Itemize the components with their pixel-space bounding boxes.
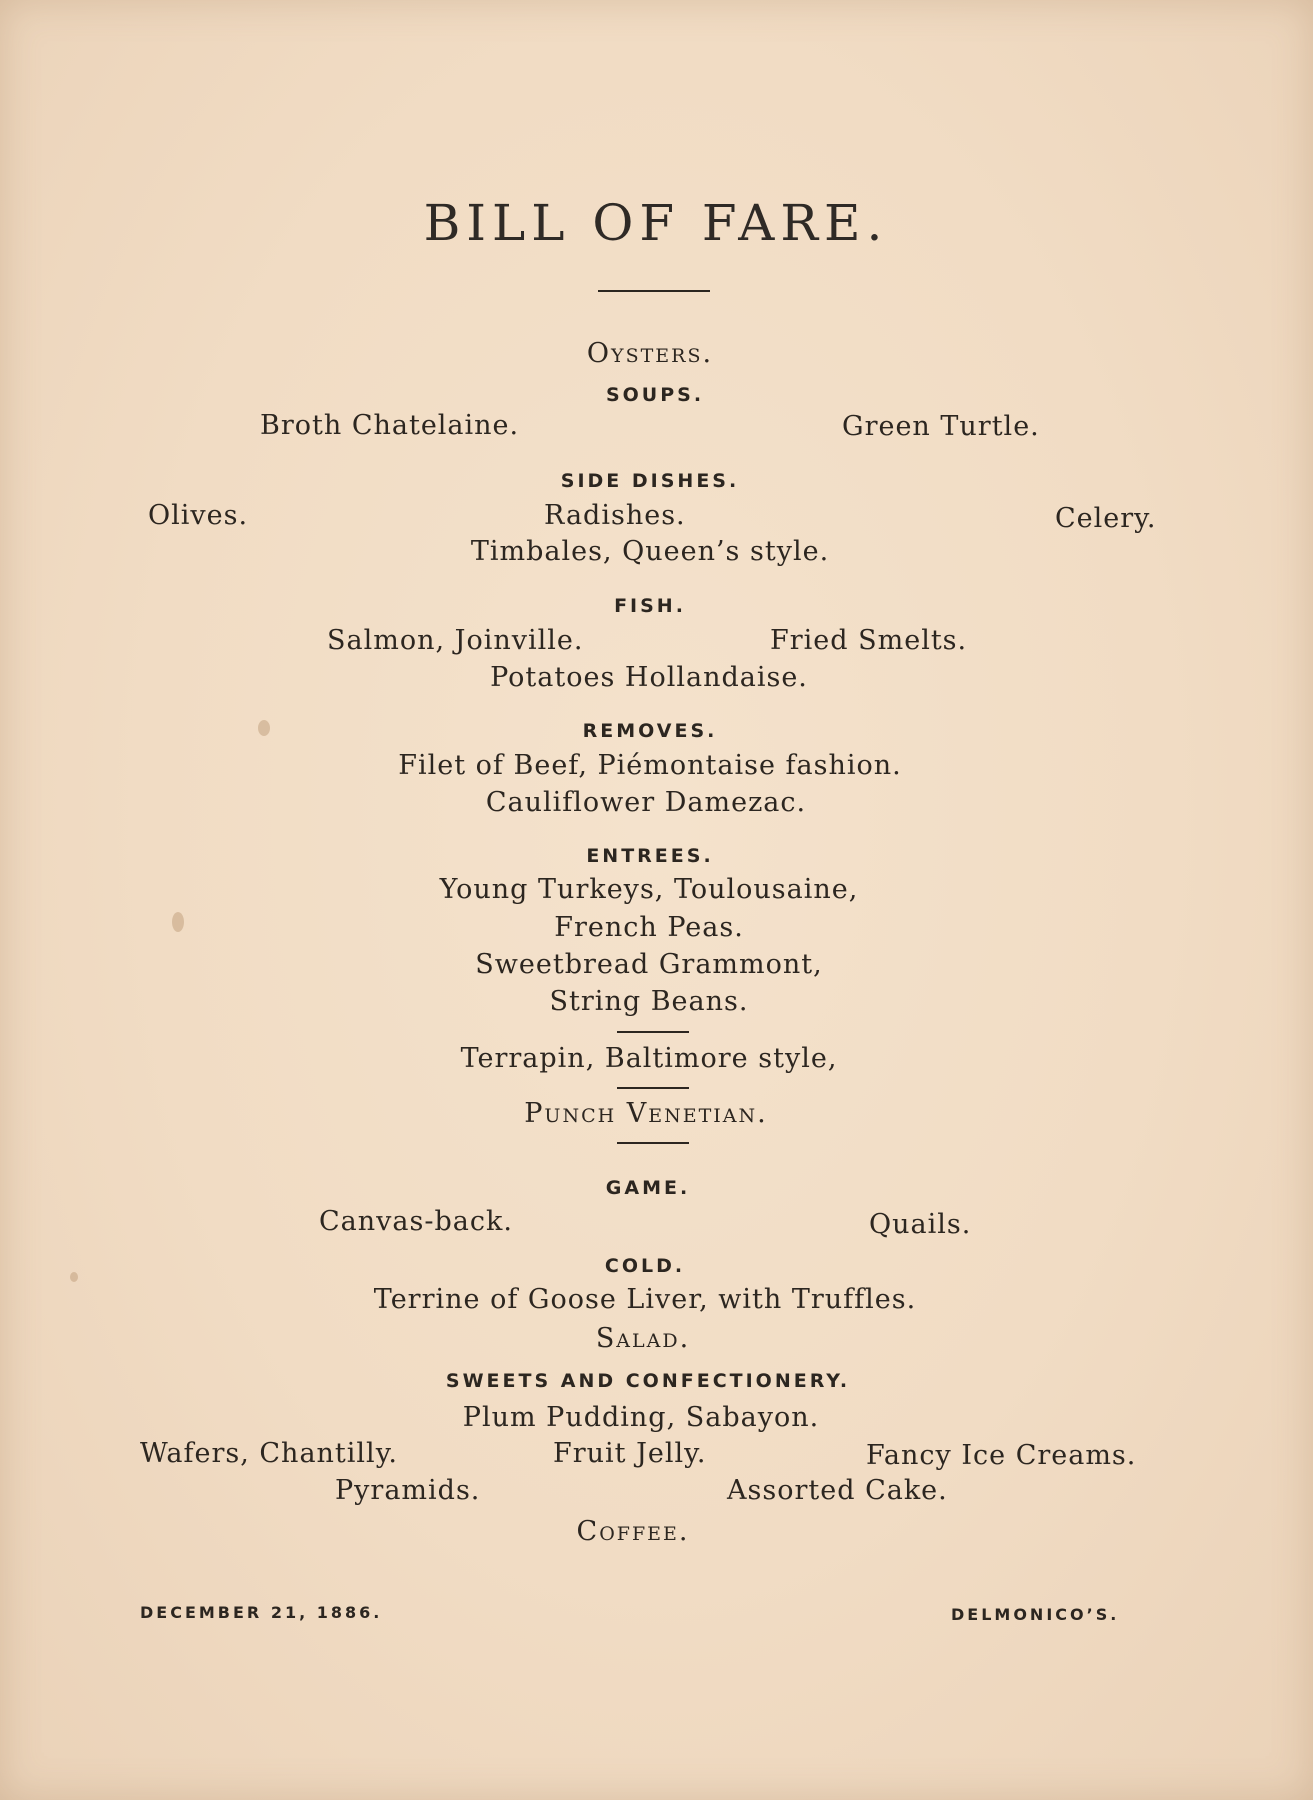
menu-item: Potatoes Hollandaise. — [490, 662, 808, 693]
paper-stain — [70, 1272, 78, 1282]
menu-item: Green Turtle. — [842, 411, 1040, 442]
menu-item: Radishes. — [544, 500, 686, 531]
paper-stain — [258, 720, 270, 736]
menu-item: Quails. — [869, 1209, 972, 1240]
menu-item: Plum Pudding, Sabayon. — [462, 1402, 820, 1433]
game-heading: GAME. — [605, 1177, 691, 1199]
soups-heading: SOUPS. — [605, 384, 705, 406]
side-dishes-heading: SIDE DISHES. — [560, 470, 740, 492]
menu-item: Pyramids. — [335, 1475, 481, 1506]
menu-item: Timbales, Queen’s style. — [470, 536, 830, 567]
sweets-heading: SWEETS AND CONFECTIONERY. — [445, 1370, 851, 1392]
punch-course: Punch Venetian. — [524, 1098, 768, 1129]
menu-item: Canvas-back. — [319, 1206, 513, 1237]
menu-item: Sweetbread Grammont, — [475, 949, 823, 980]
section-divider — [617, 1031, 689, 1033]
menu-item: Cauliflower Damezac. — [485, 787, 807, 818]
page-title: BILL OF FARE. — [423, 194, 889, 252]
menu-item: Filet of Beef, Piémontaise fashion. — [398, 750, 902, 781]
menu-item: Assorted Cake. — [727, 1475, 948, 1506]
menu-item: Olives. — [148, 500, 249, 531]
coffee-course: Coffee. — [576, 1516, 690, 1547]
menu-item: French Peas. — [554, 912, 744, 943]
menu-item: Young Turkeys, Toulousaine, — [439, 874, 859, 905]
menu-item: Terrine of Goose Liver, with Truffles. — [373, 1284, 917, 1315]
restaurant-name: DELMONICO’S. — [951, 1605, 1120, 1624]
section-divider — [617, 1142, 689, 1144]
salad-course: Salad. — [595, 1323, 691, 1354]
title-divider — [598, 290, 710, 292]
removes-heading: REMOVES. — [582, 720, 718, 742]
menu-date: DECEMBER 21, 1886. — [140, 1603, 383, 1622]
paper-stain — [172, 912, 184, 932]
menu-item: Salmon, Joinville. — [327, 625, 584, 656]
oysters-course: Oysters. — [586, 338, 714, 369]
menu-item: Terrapin, Baltimore style, — [460, 1043, 838, 1074]
menu-item: Broth Chatelaine. — [260, 410, 520, 441]
section-divider — [617, 1087, 689, 1089]
cold-heading: COLD. — [604, 1255, 686, 1277]
menu-item: Wafers, Chantilly. — [140, 1438, 398, 1469]
menu-item: String Beans. — [549, 986, 749, 1017]
fish-heading: FISH. — [614, 595, 686, 617]
menu-item: Fancy Ice Creams. — [866, 1440, 1137, 1471]
menu-item: Fruit Jelly. — [553, 1438, 707, 1469]
menu-item: Celery. — [1055, 503, 1157, 534]
menu-item: Fried Smelts. — [770, 625, 968, 656]
entrees-heading: ENTREES. — [586, 845, 714, 867]
